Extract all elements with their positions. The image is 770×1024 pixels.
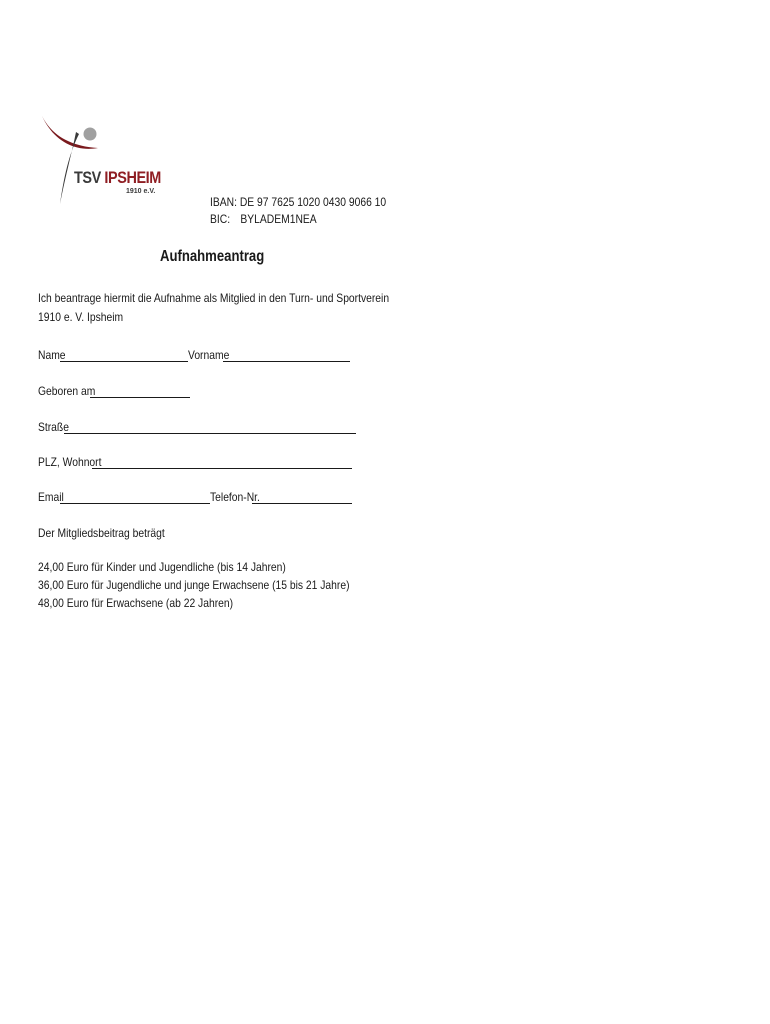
club-name	[74, 168, 161, 188]
vorname-field[interactable]	[223, 361, 350, 362]
fee-item-youth: 36,00 Euro für Jugendliche und junge Erwachsene (15 bis 21 Jahre)	[38, 578, 350, 592]
bic-label: BIC:	[210, 212, 231, 226]
fee-item-children: 24,00 Euro für Kinder und Jugendliche (bis 14 Jahren)	[38, 560, 286, 574]
club-name-suffix: IPSHEIM	[104, 168, 161, 187]
bic-line	[210, 211, 386, 228]
street-label: Straße	[38, 420, 69, 434]
club-founding-year: 1910 e.V.	[126, 188, 156, 195]
birthdate-field[interactable]	[90, 397, 190, 398]
bic-value: BYLADEM1NEA	[240, 212, 317, 226]
vorname-label: Vorname	[188, 348, 230, 362]
athlete-swoosh-icon	[36, 112, 106, 207]
postcode-city-label: PLZ, Wohnort	[38, 455, 102, 469]
iban-line: IBAN: DE 97 7625 1020 0430 9066 10	[210, 195, 387, 209]
intro-text	[38, 289, 389, 327]
fee-list	[38, 558, 350, 612]
phone-label: Telefon-Nr.	[210, 490, 260, 504]
email-label: Email	[38, 490, 64, 504]
intro-line-1: Ich beantrage hiermit die Aufnahme als Mitglied in den Turn- und Sportverein	[38, 291, 390, 305]
bank-details	[210, 194, 386, 228]
club-name-prefix: TSV	[74, 168, 105, 187]
club-logo	[36, 112, 166, 212]
street-field[interactable]	[64, 433, 356, 434]
name-label: Name	[38, 348, 66, 362]
fee-heading: Der Mitgliedsbeitrag beträgt	[38, 526, 165, 540]
birthdate-label: Geboren am	[38, 384, 96, 398]
intro-line-2: 1910 e. V. Ipsheim	[38, 310, 124, 324]
form-title: Aufnahmeantrag	[160, 248, 265, 265]
email-field[interactable]	[60, 503, 210, 504]
fee-item-adults: 48,00 Euro für Erwachsene (ab 22 Jahren)	[38, 596, 234, 610]
name-field[interactable]	[60, 361, 188, 362]
phone-field[interactable]	[252, 503, 352, 504]
postcode-city-field[interactable]	[92, 468, 352, 469]
